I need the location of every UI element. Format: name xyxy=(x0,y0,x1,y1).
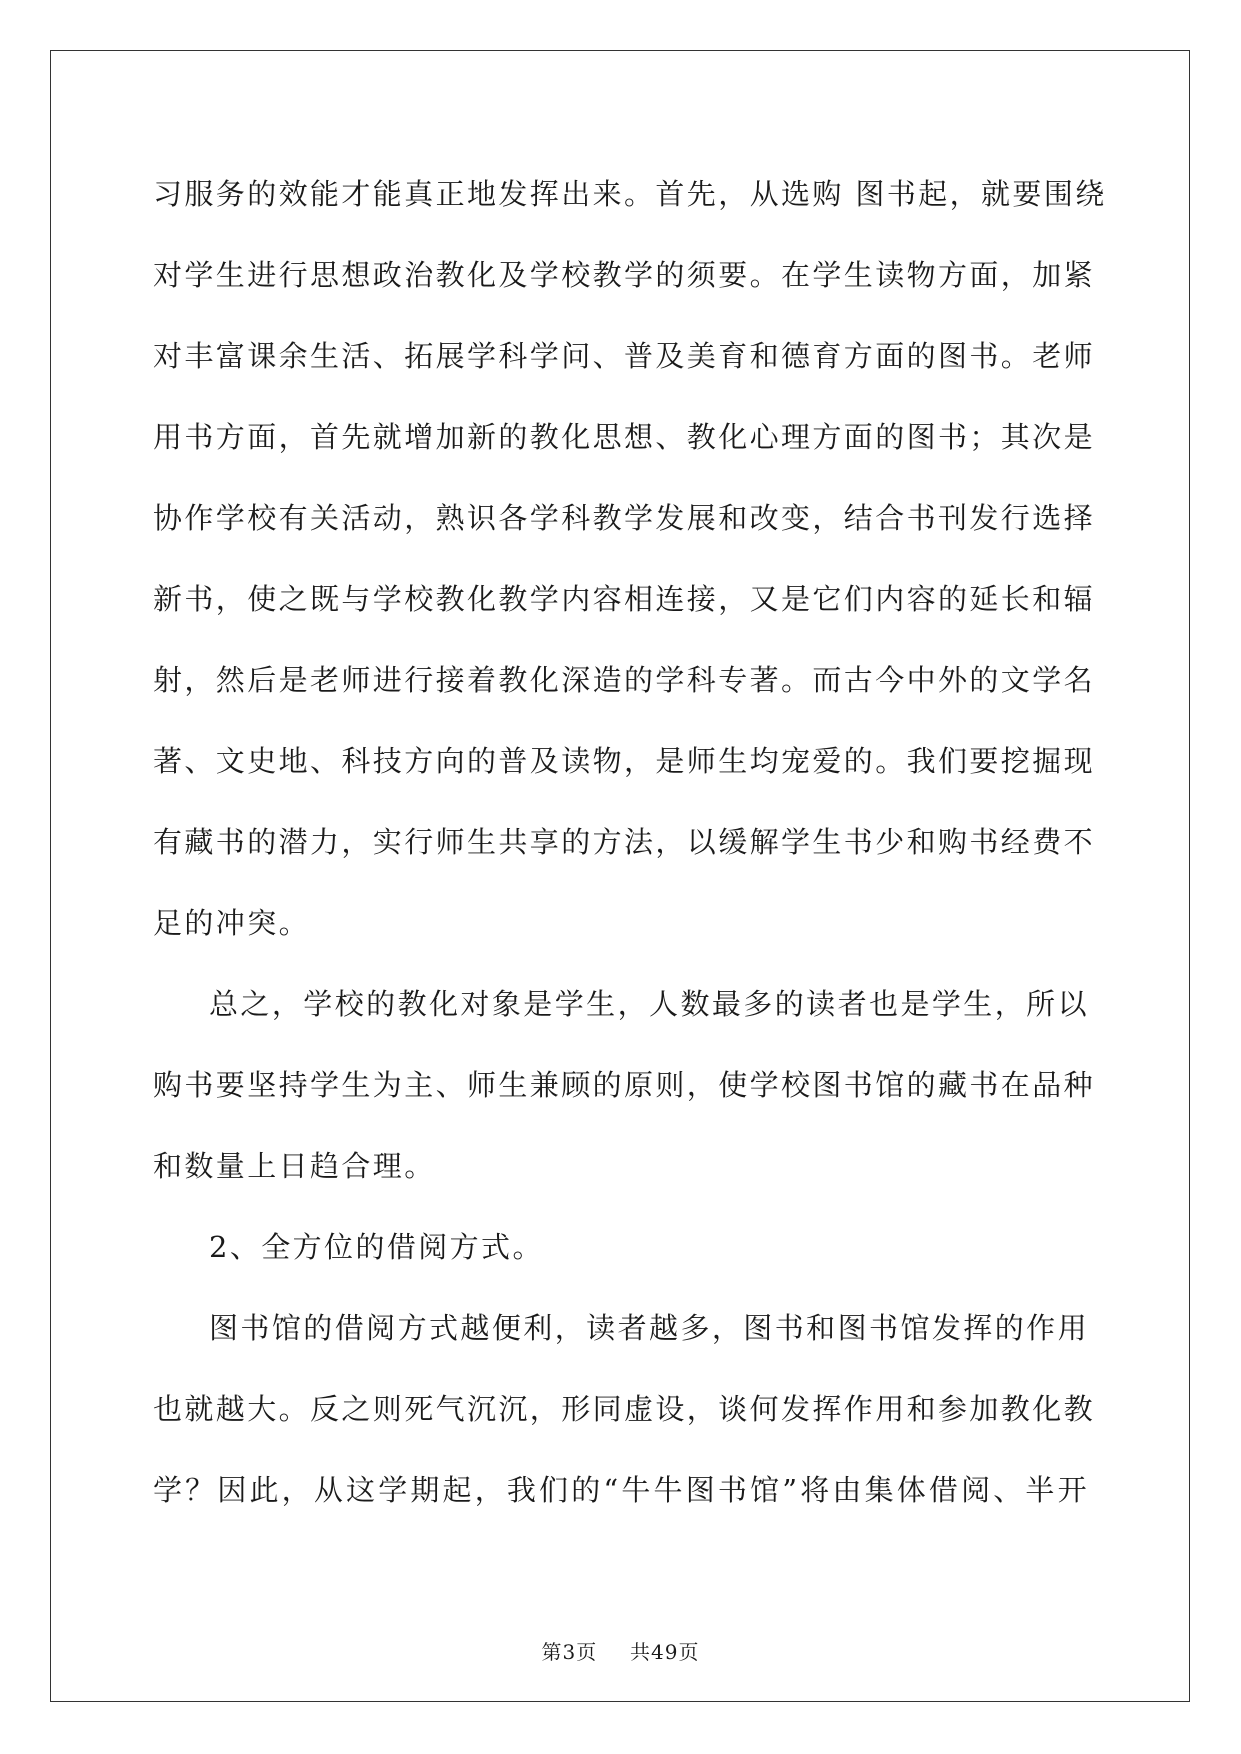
paragraph-3-heading xyxy=(153,1207,1089,1288)
text-line: 学？因此，从这学期起，我们的“牛牛图书馆”将由集体借阅、半开 xyxy=(153,1473,1089,1507)
text-line: 习服务的效能才能真正地发挥出来。首先，从选购 图书起，就要围绕 xyxy=(153,177,1107,211)
text-line: 图书馆的借阅方式越便利，读者越多，图书和图书馆发挥的作用 xyxy=(209,1311,1089,1345)
document-body xyxy=(153,154,1107,1531)
text-line: 著、文史地、科技方向的普及读物，是师生均宠爱的。我们要挖掘现 xyxy=(153,744,1096,778)
text-line: 和数量上日趋合理。 xyxy=(153,1149,436,1183)
paragraph-2 xyxy=(153,964,1096,1207)
text-line: 协作学校有关活动，熟识各学科教学发展和改变，结合书刊发行选择 xyxy=(153,501,1096,535)
page-footer xyxy=(0,1636,1241,1665)
page-total: 共49页 xyxy=(630,1640,700,1664)
section-heading: 2、全方位的借阅方式。 xyxy=(209,1230,544,1264)
paragraph-4 xyxy=(153,1288,1096,1531)
text-line: 总之，学校的教化对象是学生，人数最多的读者也是学生，所以 xyxy=(209,987,1089,1021)
page-number: 第3页 xyxy=(541,1640,598,1664)
text-line: 足的冲突。 xyxy=(153,906,311,940)
text-line: 购书要坚持学生为主、师生兼顾的原则，使学校图书馆的藏书在品种 xyxy=(153,1068,1096,1102)
text-line: 有藏书的潜力，实行师生共享的方法，以缓解学生书少和购书经费不 xyxy=(153,825,1096,859)
text-line: 也就越大。反之则死气沉沉，形同虚设，谈何发挥作用和参加教化教 xyxy=(153,1392,1096,1426)
text-line: 用书方面，首先就增加新的教化思想、教化心理方面的图书；其次是 xyxy=(153,420,1096,454)
text-line: 对丰富课余生活、拓展学科学问、普及美育和德育方面的图书。老师 xyxy=(153,339,1096,373)
text-line: 新书，使之既与学校教化教学内容相连接，又是它们内容的延长和辐 xyxy=(153,582,1096,616)
text-line: 射，然后是老师进行接着教化深造的学科专著。而古今中外的文学名 xyxy=(153,663,1096,697)
paragraph-1 xyxy=(153,154,1107,964)
text-line: 对学生进行思想政治教化及学校教学的须要。在学生读物方面，加紧 xyxy=(153,258,1096,292)
